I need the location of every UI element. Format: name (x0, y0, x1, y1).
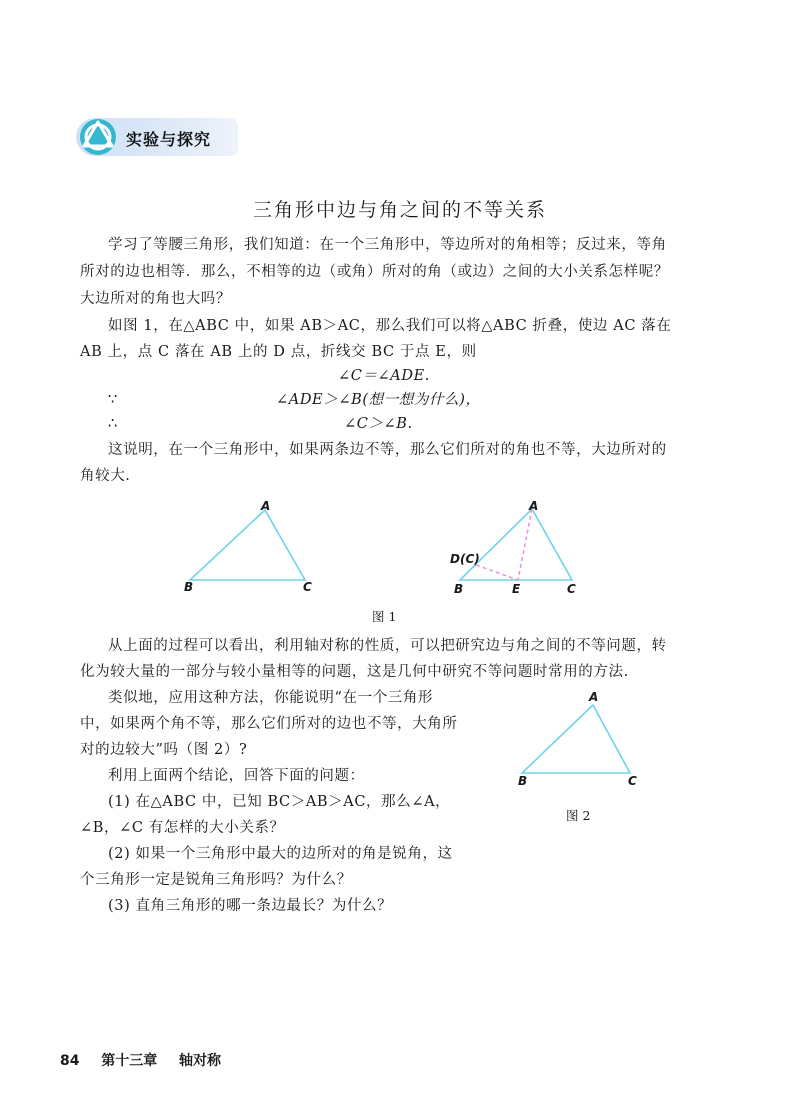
fig2-label-c: C (628, 774, 637, 788)
questions-intro: 利用上面两个结论，回答下面的问题： (108, 768, 365, 784)
question-2-line-2: 个三角形一定是锐角三角形吗？为什么？ (80, 872, 352, 888)
fig2-label-b: B (518, 774, 528, 788)
conclusion-line-1: 这说明，在一个三角形中，如果两条边不等，那么它们所对的角也不等，大边所对的 (108, 442, 667, 458)
equation-1: ∠C＝∠ADE. (338, 368, 430, 384)
method-line-1: 从上面的过程可以看出，利用轴对称的性质，可以把研究边与角之间的不等问题，转 (108, 638, 667, 654)
page-number: 84 (60, 1053, 80, 1069)
page-title: 三角形中边与角之间的不等关系 (252, 199, 547, 221)
equation-3: ∠C＞∠B. (344, 416, 413, 432)
figure-1-fold-segment (476, 565, 518, 580)
fig1-right-label-a: A (529, 499, 539, 513)
fig2-label-a: A (589, 690, 599, 704)
equation-2: ∠ADE＞∠B(想一想为什么)， (276, 392, 481, 408)
fig1-left-label-a: A (261, 499, 271, 513)
figure-2 (510, 690, 660, 790)
figure-1-right-triangle (460, 509, 572, 580)
question-1-line-1: (1) 在△ABC 中，已知 BC＞AB＞AC，那么∠A， (108, 794, 451, 810)
because-symbol: ∵ (108, 392, 118, 408)
intro-line-3: 大边所对的角也大吗？ (80, 291, 231, 307)
figure-2-triangle (522, 705, 630, 773)
chapter-label: 第十三章 (101, 1053, 158, 1069)
chapter-title: 轴对称 (178, 1053, 221, 1069)
analogy-line-1: 类似地，应用这种方法，你能说明“在一个三角形 (108, 690, 434, 706)
analogy-line-2: 中，如果两个角不等，那么它们所对的边也不等，大角所 (80, 716, 458, 732)
section-badge-label: 实验与探究 (126, 130, 212, 149)
example-line-2: AB 上，点 C 落在 AB 上的 D 点，折线交 BC 于点 E，则 (80, 344, 477, 360)
fig1-right-label-d: D(C) (450, 552, 480, 566)
question-2-line-1: (2) 如果一个三角形中最大的边所对的角是锐角，这 (108, 846, 453, 862)
analogy-line-3: 对的边较大”吗（图 2）? (80, 742, 248, 758)
intro-line-2: 所对的边也相等．那么，不相等的边（或角）所对的角（或边）之间的大小关系怎样呢？ (80, 264, 669, 280)
fig1-right-label-b: B (454, 582, 464, 596)
therefore-symbol: ∴ (108, 416, 118, 432)
question-1-line-2: ∠B，∠C 有怎样的大小关系？ (80, 820, 285, 836)
example-line-1: 如图 1，在△ABC 中，如果 AB＞AC，那么我们可以将△ABC 折叠，使边 AC 落在 (108, 318, 672, 334)
figure-1-caption: 图 1 (372, 609, 397, 624)
method-line-2: 化为较大量的一部分与较小量相等的问题，这是几何中研究不等问题时常用的方法. (80, 664, 629, 680)
triangle-circle-icon (76, 116, 120, 158)
figure-1 (160, 495, 620, 605)
fig1-left-label-c: C (303, 580, 312, 594)
figure-2-caption: 图 2 (566, 808, 591, 823)
figure-1-left-triangle (190, 510, 305, 580)
fig1-right-label-c: C (567, 582, 576, 596)
page-footer (60, 1050, 221, 1070)
conclusion-line-2: 角较大. (80, 468, 131, 484)
question-3: (3) 直角三角形的哪一条边最长？为什么？ (108, 898, 393, 914)
fig1-left-label-b: B (184, 580, 194, 594)
fig1-right-label-e: E (512, 582, 521, 596)
intro-line-1: 学习了等腰三角形，我们知道：在一个三角形中，等边所对的角相等；反过来，等角 (108, 237, 667, 253)
